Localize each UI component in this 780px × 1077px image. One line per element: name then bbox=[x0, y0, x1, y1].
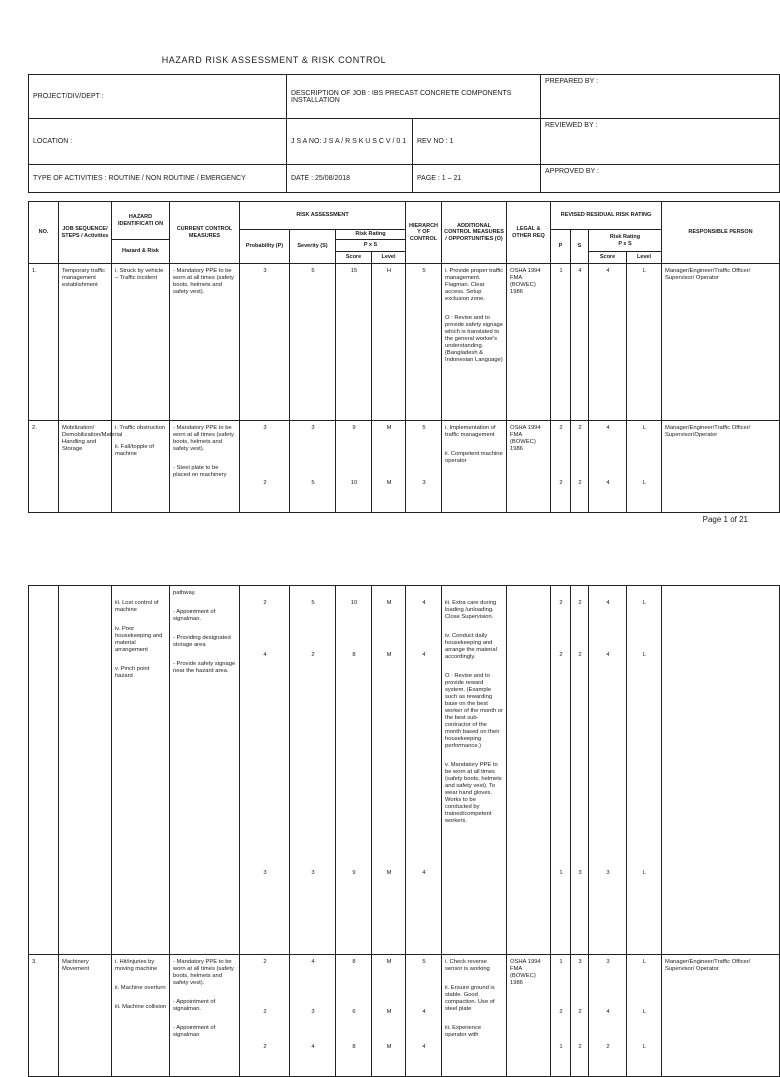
responsible-cell: Manager/Engineer/Traffic Officer/ Supervisor/ Operator bbox=[662, 264, 780, 421]
hierarchy-cell-item: 5 bbox=[422, 425, 426, 431]
revised-score-cell-item: 4 bbox=[606, 600, 610, 606]
date: DATE : 25/08/2018 bbox=[287, 165, 413, 193]
control-cell bbox=[170, 955, 240, 1077]
hierarchy-cell bbox=[406, 264, 442, 421]
score-cell-item: 8 bbox=[352, 1044, 356, 1050]
table-row bbox=[29, 586, 780, 955]
level-cell bbox=[372, 264, 406, 421]
additional-cell-opportunity: O : Revise and to provide reward system. (Example such as rewarding base on the best worker of the month or the best sub-contractor of the month based on their housekeeping performance.) bbox=[445, 673, 503, 749]
control-cell-item: - Provide safety signage near the hazard area. bbox=[173, 661, 236, 674]
prepared-by: PREPARED BY : bbox=[541, 75, 780, 119]
hazard-cell-item: i. Struck by vehicle – Traffic incident bbox=[115, 268, 164, 281]
col-level: Level bbox=[372, 252, 406, 264]
additional-cell bbox=[442, 955, 507, 1077]
row-no: 2. bbox=[29, 421, 59, 513]
revised-s-cell-item: 2 bbox=[578, 425, 582, 431]
revised-score-cell-item: 4 bbox=[606, 268, 610, 274]
risk-assessment-table-continued bbox=[28, 585, 780, 1077]
col-pxs: P x S bbox=[336, 240, 406, 252]
reviewed-by: REVIEWED BY : bbox=[541, 119, 780, 165]
hazard-cell bbox=[112, 264, 170, 421]
revised-score-cell-item: 4 bbox=[606, 1009, 610, 1015]
revised-score-cell-item: 4 bbox=[606, 652, 610, 658]
additional-cell-opportunity: O : Revise and to provide safety signage which is translated to the general worker's understanding. (Bangladesh & Indonesian Language) bbox=[445, 315, 504, 363]
revised-s-cell-item: 4 bbox=[578, 268, 582, 274]
revised-level-cell-item: L bbox=[642, 600, 647, 606]
revised-score-cell bbox=[589, 955, 627, 1077]
additional-cell bbox=[442, 586, 507, 955]
revised-s-cell-item: 3 bbox=[578, 959, 582, 965]
revised-s-cell-item: 2 bbox=[578, 480, 582, 486]
revised-score-cell-item: 3 bbox=[606, 870, 610, 876]
probability-cell bbox=[240, 586, 290, 955]
hazard-cell bbox=[112, 586, 170, 955]
revised-s-cell-item: 2 bbox=[578, 1044, 582, 1050]
revised-s-cell bbox=[571, 955, 589, 1077]
type-of-activities: TYPE OF ACTIVITIES : ROUTINE / NON ROUTINE / EMERGENCY bbox=[29, 165, 287, 193]
level-cell-item: M bbox=[386, 480, 392, 486]
level-cell-item: M bbox=[386, 959, 392, 965]
col-rp: P bbox=[551, 230, 571, 264]
severity-cell-item: 2 bbox=[311, 652, 315, 658]
responsible-cell: Manager/Engineer/Traffic Officer/ Supervisor/ Operator bbox=[662, 955, 780, 1077]
row-no: 1. bbox=[29, 264, 59, 421]
score-cell-item: 10 bbox=[350, 480, 358, 486]
col-r-level: Level bbox=[627, 252, 662, 264]
document-title: HAZARD RISK ASSESSMENT & RISK CONTROL bbox=[161, 55, 387, 65]
level-cell-item: M bbox=[386, 600, 392, 606]
revised-level-cell-item: L bbox=[642, 1044, 647, 1050]
project-label: PROJECT/DIV/DEPT : bbox=[29, 75, 287, 119]
level-cell-item: M bbox=[386, 1044, 392, 1050]
leading-text: pathway. bbox=[173, 590, 196, 596]
page-range: PAGE : 1 – 21 bbox=[413, 165, 541, 193]
revised-level-cell-item: L bbox=[642, 652, 647, 658]
level-cell-item: H bbox=[386, 268, 392, 274]
page-footer: Page 1 of 21 bbox=[702, 515, 748, 524]
hierarchy-cell-item: 4 bbox=[422, 652, 426, 658]
col-risk-rating: Risk Rating bbox=[336, 230, 406, 240]
additional-cell bbox=[442, 264, 507, 421]
hazard-cell-item: i. Hit/injuries by moving machine bbox=[115, 959, 158, 972]
probability-cell bbox=[240, 264, 290, 421]
control-cell-item: - Appointment of signalman. bbox=[173, 609, 216, 622]
control-cell bbox=[170, 264, 240, 421]
control-cell-item: - Mandatory PPE to be worn at all times (safety boots, helmets and safety vest). bbox=[173, 425, 234, 452]
severity-cell bbox=[290, 264, 336, 421]
hierarchy-cell bbox=[406, 586, 442, 955]
probability-cell-item: 3 bbox=[263, 870, 267, 876]
col-risk-assessment: RISK ASSESSMENT bbox=[240, 202, 406, 230]
location-label: LOCATION : bbox=[29, 119, 287, 165]
revised-p-cell-item: 2 bbox=[559, 425, 563, 431]
revised-s-cell-item: 2 bbox=[578, 1009, 582, 1015]
col-hazard-risk: Hazard & Risk bbox=[112, 240, 170, 264]
legal-cell: OSHA 1994 FMA (BOWEC) 1986 bbox=[507, 955, 551, 1077]
hierarchy-cell-item: 4 bbox=[422, 870, 426, 876]
additional-cell-item: ii. Competent machine operator bbox=[445, 451, 503, 464]
control-cell-item: - Mandatory PPE to be worn at all times (safety boots, helmets and safety vest). bbox=[173, 959, 234, 986]
col-hierarchy: HIERARCH Y OF CONTROL bbox=[406, 202, 442, 264]
control-cell-item: - Appointment of signalman bbox=[173, 1025, 216, 1038]
probability-cell-item: 3 bbox=[263, 268, 267, 274]
revised-score-cell bbox=[589, 586, 627, 955]
control-cell bbox=[170, 586, 240, 955]
score-cell-item: 9 bbox=[352, 425, 356, 431]
revised-p-cell bbox=[551, 955, 571, 1077]
revised-p-cell bbox=[551, 586, 571, 955]
hierarchy-cell bbox=[406, 955, 442, 1077]
severity-cell-item: 3 bbox=[311, 425, 315, 431]
probability-cell-item: 3 bbox=[263, 425, 267, 431]
additional-cell-item: ii. Ensure ground is stable. Good compaction. Use of steel plate bbox=[445, 985, 495, 1012]
score-cell bbox=[336, 586, 372, 955]
revised-s-cell bbox=[571, 586, 589, 955]
col-probability: Probability (P) bbox=[240, 230, 290, 264]
additional-cell-item: i. Check reverse sensor is working bbox=[445, 959, 490, 972]
hazard-cell-item: iv. Poor housekeeping and material arrangement bbox=[115, 626, 163, 653]
revised-level-cell bbox=[627, 264, 662, 421]
col-hazard-id: HAZARD IDENTIFICATI ON bbox=[112, 202, 170, 240]
revised-score-cell-item: 4 bbox=[606, 425, 610, 431]
probability-cell-item: 2 bbox=[263, 600, 267, 606]
col-additional: ADDITIONAL CONTROL MEASURES / OPPORTUNITIES (O) bbox=[442, 202, 507, 264]
score-cell bbox=[336, 421, 372, 513]
row-job bbox=[59, 586, 112, 955]
revised-level-cell-item: L bbox=[642, 959, 647, 965]
revised-p-cell-item: 2 bbox=[559, 652, 563, 658]
score-cell-item: 8 bbox=[352, 652, 356, 658]
col-severity: Severity (S) bbox=[290, 230, 336, 264]
revised-score-cell bbox=[589, 264, 627, 421]
control-cell bbox=[170, 421, 240, 513]
revised-p-cell bbox=[551, 264, 571, 421]
row-no bbox=[29, 586, 59, 955]
revised-s-cell bbox=[571, 264, 589, 421]
rev-no: REV NO : 1 bbox=[413, 119, 541, 165]
hierarchy-cell-item: 4 bbox=[422, 600, 426, 606]
approved-by: APPROVED BY : bbox=[541, 165, 780, 193]
col-revised: REVISED RESIDUAL RISK RATING bbox=[551, 202, 662, 230]
probability-cell-item: 2 bbox=[263, 1009, 267, 1015]
hierarchy-cell-item: 5 bbox=[422, 268, 426, 274]
hazard-cell-item: iii. Machine collision bbox=[115, 1004, 167, 1010]
level-cell-item: M bbox=[386, 1009, 392, 1015]
row-job: Temporary traffic management establishment bbox=[59, 264, 112, 421]
severity-cell bbox=[290, 421, 336, 513]
revised-p-cell bbox=[551, 421, 571, 513]
revised-p-cell-item: 1 bbox=[559, 1044, 563, 1050]
risk-assessment-table bbox=[28, 201, 780, 513]
revised-p-cell-item: 1 bbox=[559, 870, 563, 876]
revised-level-cell bbox=[627, 421, 662, 513]
revised-s-cell-item: 2 bbox=[578, 600, 582, 606]
hazard-cell bbox=[112, 955, 170, 1077]
revised-p-cell-item: 2 bbox=[559, 1009, 563, 1015]
control-cell-item: - Appointment of signalman. bbox=[173, 999, 216, 1012]
revised-score-cell bbox=[589, 421, 627, 513]
level-cell-item: M bbox=[386, 652, 392, 658]
legal-cell: OSHA 1994 FMA (BOWEC) 1986 bbox=[507, 264, 551, 421]
col-r-score: Score bbox=[589, 252, 627, 264]
revised-score-cell-item: 3 bbox=[606, 959, 610, 965]
additional-cell bbox=[442, 421, 507, 513]
revised-level-cell-item: L bbox=[642, 870, 647, 876]
additional-cell-item: iii. Extra care during loading /unloading. Close Supervision. bbox=[445, 600, 497, 620]
control-cell-item: - Providing designated storage area bbox=[173, 635, 231, 648]
additional-cell-item: i. Provide proper traffic management. Flagman. Clear access. Setup exclusion zone. bbox=[445, 268, 504, 302]
additional-cell-item: iii. Experience operator with bbox=[445, 1025, 482, 1038]
severity-cell-item: 4 bbox=[311, 959, 315, 965]
hierarchy-cell-item: 5 bbox=[422, 959, 426, 965]
level-cell-item: M bbox=[386, 870, 392, 876]
probability-cell-item: 4 bbox=[263, 652, 267, 658]
probability-cell-item: 2 bbox=[263, 1044, 267, 1050]
score-cell bbox=[336, 264, 372, 421]
probability-cell-item: 2 bbox=[263, 959, 267, 965]
level-cell-item: M bbox=[386, 425, 392, 431]
responsible-cell bbox=[662, 586, 780, 955]
additional-cell-item: i. Implementation of traffic management bbox=[445, 425, 496, 438]
severity-cell bbox=[290, 586, 336, 955]
row-job: Machinery Movement bbox=[59, 955, 112, 1077]
responsible-cell: Manager/Engineer/Traffic Officer/ Supervisor/Operator bbox=[662, 421, 780, 513]
control-cell-item: - Steel plate to be placed on machinery bbox=[173, 465, 227, 478]
col-job: JOB SEQUENCE/ STEPS / Activities bbox=[59, 202, 112, 264]
jsa-no: J S A NO: J S A / R S K U S C V / 0 1 bbox=[287, 119, 413, 165]
severity-cell-item: 4 bbox=[311, 1044, 315, 1050]
hazard-cell-item: i. Traffic obstruction bbox=[115, 425, 166, 431]
table-row bbox=[29, 421, 780, 513]
control-cell-item: - Mandatory PPE to be worn at all times (safety boots, helmets and safety vest). bbox=[173, 268, 234, 295]
table-row bbox=[29, 264, 780, 421]
hierarchy-cell-item: 4 bbox=[422, 1009, 426, 1015]
hazard-cell-item: ii. Fall/topple of machine bbox=[115, 444, 154, 457]
hierarchy-cell-item: 4 bbox=[422, 1044, 426, 1050]
legal-cell bbox=[507, 586, 551, 955]
additional-cell-item: iv. Conduct daily housekeeping and arrange the material accordingly. bbox=[445, 633, 497, 660]
revised-level-cell-item: L bbox=[642, 268, 647, 274]
revised-score-cell-item: 4 bbox=[606, 480, 610, 486]
level-cell bbox=[372, 955, 406, 1077]
col-rs: S bbox=[571, 230, 589, 264]
additional-cell-item: v. Mandatory PPE to be worn at all times (safety boots, helmets and safety vest). To wear hand gloves. Works to be conducted by trained/competent workers. bbox=[445, 762, 502, 824]
col-score: Score bbox=[336, 252, 372, 264]
col-responsible: RESPONSIBLE PERSON bbox=[662, 202, 780, 264]
score-cell-item: 10 bbox=[350, 600, 358, 606]
hierarchy-cell-item: 3 bbox=[422, 480, 426, 486]
revised-s-cell-item: 3 bbox=[578, 870, 582, 876]
score-cell-item: 15 bbox=[350, 268, 358, 274]
score-cell-item: 6 bbox=[352, 1009, 356, 1015]
revised-s-cell-item: 2 bbox=[578, 652, 582, 658]
revised-p-cell-item: 1 bbox=[559, 268, 563, 274]
severity-cell-item: 5 bbox=[311, 480, 315, 486]
table-row bbox=[29, 955, 780, 1077]
row-no: 3. bbox=[29, 955, 59, 1077]
level-cell bbox=[372, 421, 406, 513]
col-no: NO. bbox=[29, 202, 59, 264]
revised-level-cell-item: L bbox=[642, 425, 647, 431]
severity-cell-item: 3 bbox=[311, 870, 315, 876]
col-current-control: CURRENT CONTROL MEASURES bbox=[170, 202, 240, 264]
revised-level-cell-item: L bbox=[642, 480, 647, 486]
header-table bbox=[28, 74, 780, 193]
revised-score-cell-item: 2 bbox=[606, 1044, 610, 1050]
job-description: DESCRIPTION OF JOB : IBS PRECAST CONCRETE COMPONENTS INSTALLATION bbox=[287, 75, 541, 119]
legal-cell: OSHA 1994 FMA (BOWEC) 1986 bbox=[507, 421, 551, 513]
revised-s-cell bbox=[571, 421, 589, 513]
revised-level-cell bbox=[627, 955, 662, 1077]
probability-cell bbox=[240, 955, 290, 1077]
hierarchy-cell bbox=[406, 421, 442, 513]
hazard-cell-item: v. Pinch point hazard bbox=[115, 666, 150, 679]
revised-p-cell-item: 1 bbox=[559, 959, 563, 965]
hazard-cell-item: iii. Lost control of machine bbox=[115, 600, 159, 613]
revised-p-cell-item: 2 bbox=[559, 480, 563, 486]
level-cell bbox=[372, 586, 406, 955]
probability-cell bbox=[240, 421, 290, 513]
severity-cell-item: 3 bbox=[311, 1009, 315, 1015]
row-job: Mobilization/ Demobilization/Material Handling and Storage bbox=[59, 421, 112, 513]
score-cell bbox=[336, 955, 372, 1077]
col-legal: LEGAL & OTHER REQ bbox=[507, 202, 551, 264]
probability-cell-item: 2 bbox=[263, 480, 267, 486]
revised-p-cell-item: 2 bbox=[559, 600, 563, 606]
score-cell-item: 8 bbox=[352, 959, 356, 965]
severity-cell-item: 5 bbox=[311, 600, 315, 606]
score-cell-item: 9 bbox=[352, 870, 356, 876]
col-r-risk-rating: Risk Rating P x S bbox=[589, 230, 662, 252]
revised-level-cell-item: L bbox=[642, 1009, 647, 1015]
severity-cell bbox=[290, 955, 336, 1077]
revised-level-cell bbox=[627, 586, 662, 955]
severity-cell-item: 5 bbox=[311, 268, 315, 274]
hazard-cell-item: ii. Machine overturn bbox=[115, 985, 166, 991]
